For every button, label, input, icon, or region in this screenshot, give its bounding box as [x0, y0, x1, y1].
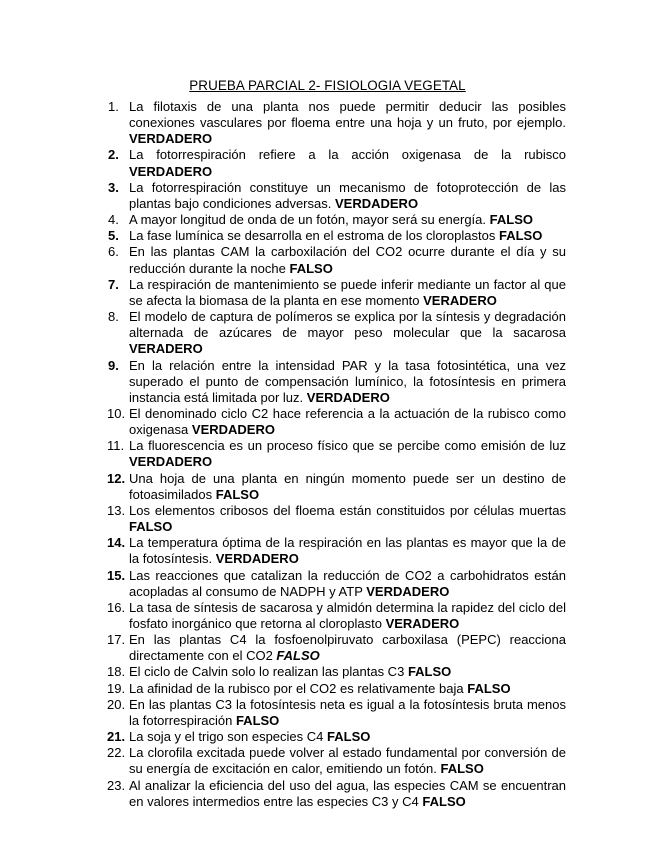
question-text: Al analizar la eficiencia del uso del agua, las especies CAM se encuentran en valores intermedios entre las especies C3 y C4	[129, 777, 566, 809]
question-item	[108, 244, 566, 276]
answer-label: VERDADERO	[129, 454, 213, 470]
answer-label: VERDADERO	[191, 422, 275, 438]
question-text: La fase lumínica se desarrolla en el estroma de los cloroplastos	[129, 228, 496, 244]
answer-label: FALSO	[235, 712, 280, 728]
question-text: La clorofila excitada puede volver al estado fundamental por conversión de su energía de excitación en calor, emitiendo un fotón.	[129, 745, 566, 777]
question-item	[108, 358, 566, 406]
question-item	[108, 503, 566, 535]
question-number: 9.	[108, 357, 119, 373]
question-item	[108, 438, 566, 470]
question-text: Una hoja de una planta en ningún momento puede ser un destino de fotoasimilados	[129, 470, 566, 502]
question-item	[108, 180, 566, 212]
answer-label: FALSO	[498, 228, 543, 244]
question-item	[108, 212, 566, 228]
question-text: La temperatura óptima de la respiración en las plantas es mayor que la de la fotosíntesis.	[129, 535, 566, 567]
question-text: El modelo de captura de polímeros se explica por la síntesis y degradación alternada de azúcares de mayor peso molecular que la sacarosa	[129, 309, 566, 341]
question-number: 13.	[107, 502, 126, 518]
question-text: El ciclo de Calvin solo lo realizan las plantas C3	[129, 664, 405, 680]
question-number: 6.	[108, 244, 119, 260]
question-number: 17.	[107, 632, 126, 648]
answer-label: VERADERO	[385, 616, 460, 631]
question-text: Las reacciones que catalizan la reducción de CO2 a carbohidratos están acopladas al consumo de NADPH y ATP	[129, 567, 566, 599]
answer-label: VERDADERO	[334, 195, 419, 211]
answer-label: VERDADERO	[366, 583, 450, 599]
question-number: 14.	[107, 535, 126, 551]
question-item	[108, 309, 566, 357]
question-item	[108, 681, 566, 697]
question-text: La filotaxis de una planta nos puede permitir deducir las posibles conexiones vasculares por floema entre una hoja y un fruto, por ejemplo.	[129, 99, 566, 131]
question-text: La fluorescencia es un proceso físico que se percibe como emisión de luz	[129, 438, 566, 454]
question-text: La fotorrespiración refiere a la acción oxigenasa de la rubisco	[129, 147, 566, 163]
question-number: 11.	[107, 438, 125, 454]
question-text: A mayor longitud de onda de un fotón, mayor será su energía.	[129, 212, 487, 228]
question-text: La soja y el trigo son especies C4	[129, 729, 324, 745]
question-text: En la relación entre la intensidad PAR y la tasa fotosintética, una vez superado el punto de compensación lumínico, la fotosíntesis en primera instancia está limitada por luz.	[129, 357, 566, 405]
question-item	[108, 697, 566, 729]
question-number: 3.	[108, 179, 119, 195]
question-number: 22.	[107, 745, 126, 761]
question-item	[108, 228, 566, 244]
answer-label: VERDADERO	[215, 551, 299, 567]
question-item	[108, 664, 566, 680]
answer-label: VERDADERO	[306, 389, 390, 405]
question-item	[108, 632, 566, 664]
answer-label: FALSO	[215, 486, 260, 502]
answer-label: FALSO	[467, 680, 511, 696]
question-text: El denominado ciclo C2 hace referencia a la actuación de la rubisco como oxigenasa	[129, 405, 566, 438]
question-number: 1.	[108, 99, 119, 114]
question-number: 10.	[107, 405, 126, 421]
question-item	[108, 778, 566, 810]
question-item	[108, 406, 566, 438]
question-item	[108, 535, 566, 567]
answer-label: FALSO	[289, 260, 333, 276]
question-list	[108, 99, 566, 810]
page-title: PRUEBA PARCIAL 2- FISIOLOGIA VEGETAL	[189, 78, 466, 93]
question-text: En las plantas C3 la fotosíntesis neta es igual a la fotosíntesis bruta menos la fotorrespiración	[129, 696, 566, 728]
question-number: 23.	[107, 777, 126, 793]
question-text: En las plantas C4 la fosfoenolpiruvato carboxilasa (PEPC) reacciona directamente con el CO2	[129, 632, 566, 664]
answer-label: FALSO	[489, 212, 533, 228]
question-number: 7.	[108, 276, 119, 292]
question-number: 20.	[107, 696, 126, 712]
question-number: 2.	[108, 147, 119, 163]
question-number: 5.	[108, 228, 119, 244]
question-number: 8.	[108, 309, 119, 325]
question-item	[108, 745, 566, 777]
question-item	[108, 277, 566, 309]
question-number: 4.	[108, 212, 119, 228]
answer-label: FALSO	[276, 648, 320, 664]
answer-label: VERDADERO	[129, 163, 213, 179]
question-text: La fotorrespiración constituye un mecanismo de fotoprotección de las plantas bajo condiciones adversas.	[129, 179, 566, 211]
question-item	[108, 600, 566, 632]
question-text: La tasa de síntesis de sacarosa y almidón determina la rapidez del ciclo del fosfato inorgánico que retorna al cloroplasto	[129, 599, 566, 631]
answer-label: FALSO	[407, 664, 452, 680]
question-number: 12.	[107, 470, 126, 486]
answer-label: FALSO	[327, 729, 371, 745]
question-item	[108, 471, 566, 503]
question-item	[108, 568, 566, 600]
answer-label: FALSO	[440, 761, 484, 777]
answer-label: FALSO	[129, 519, 173, 535]
question-text: Los elementos cribosos del floema están constituidos por células muertas	[129, 502, 566, 518]
answer-label: VERDADERO	[129, 131, 213, 147]
answer-label: VERADERO	[423, 292, 497, 308]
question-number: 15.	[107, 567, 126, 583]
question-number: 18.	[107, 664, 126, 680]
question-number: 16.	[107, 599, 126, 615]
question-text: La respiración de mantenimiento se puede inferir mediante un factor al que se afecta la biomasa de la planta en ese momento	[129, 276, 566, 308]
answer-label: VERADERO	[129, 341, 203, 357]
question-item	[108, 147, 566, 179]
question-item	[108, 99, 566, 147]
question-number: 21.	[107, 729, 126, 745]
answer-label: FALSO	[422, 793, 466, 809]
question-number: 19.	[107, 680, 126, 696]
question-text: En las plantas CAM la carboxilación del CO2 ocurre durante el día y su reducción durante la noche	[129, 244, 566, 276]
question-text: La afinidad de la rubisco por el CO2 es relativamente baja	[129, 680, 464, 696]
question-item	[108, 729, 566, 745]
